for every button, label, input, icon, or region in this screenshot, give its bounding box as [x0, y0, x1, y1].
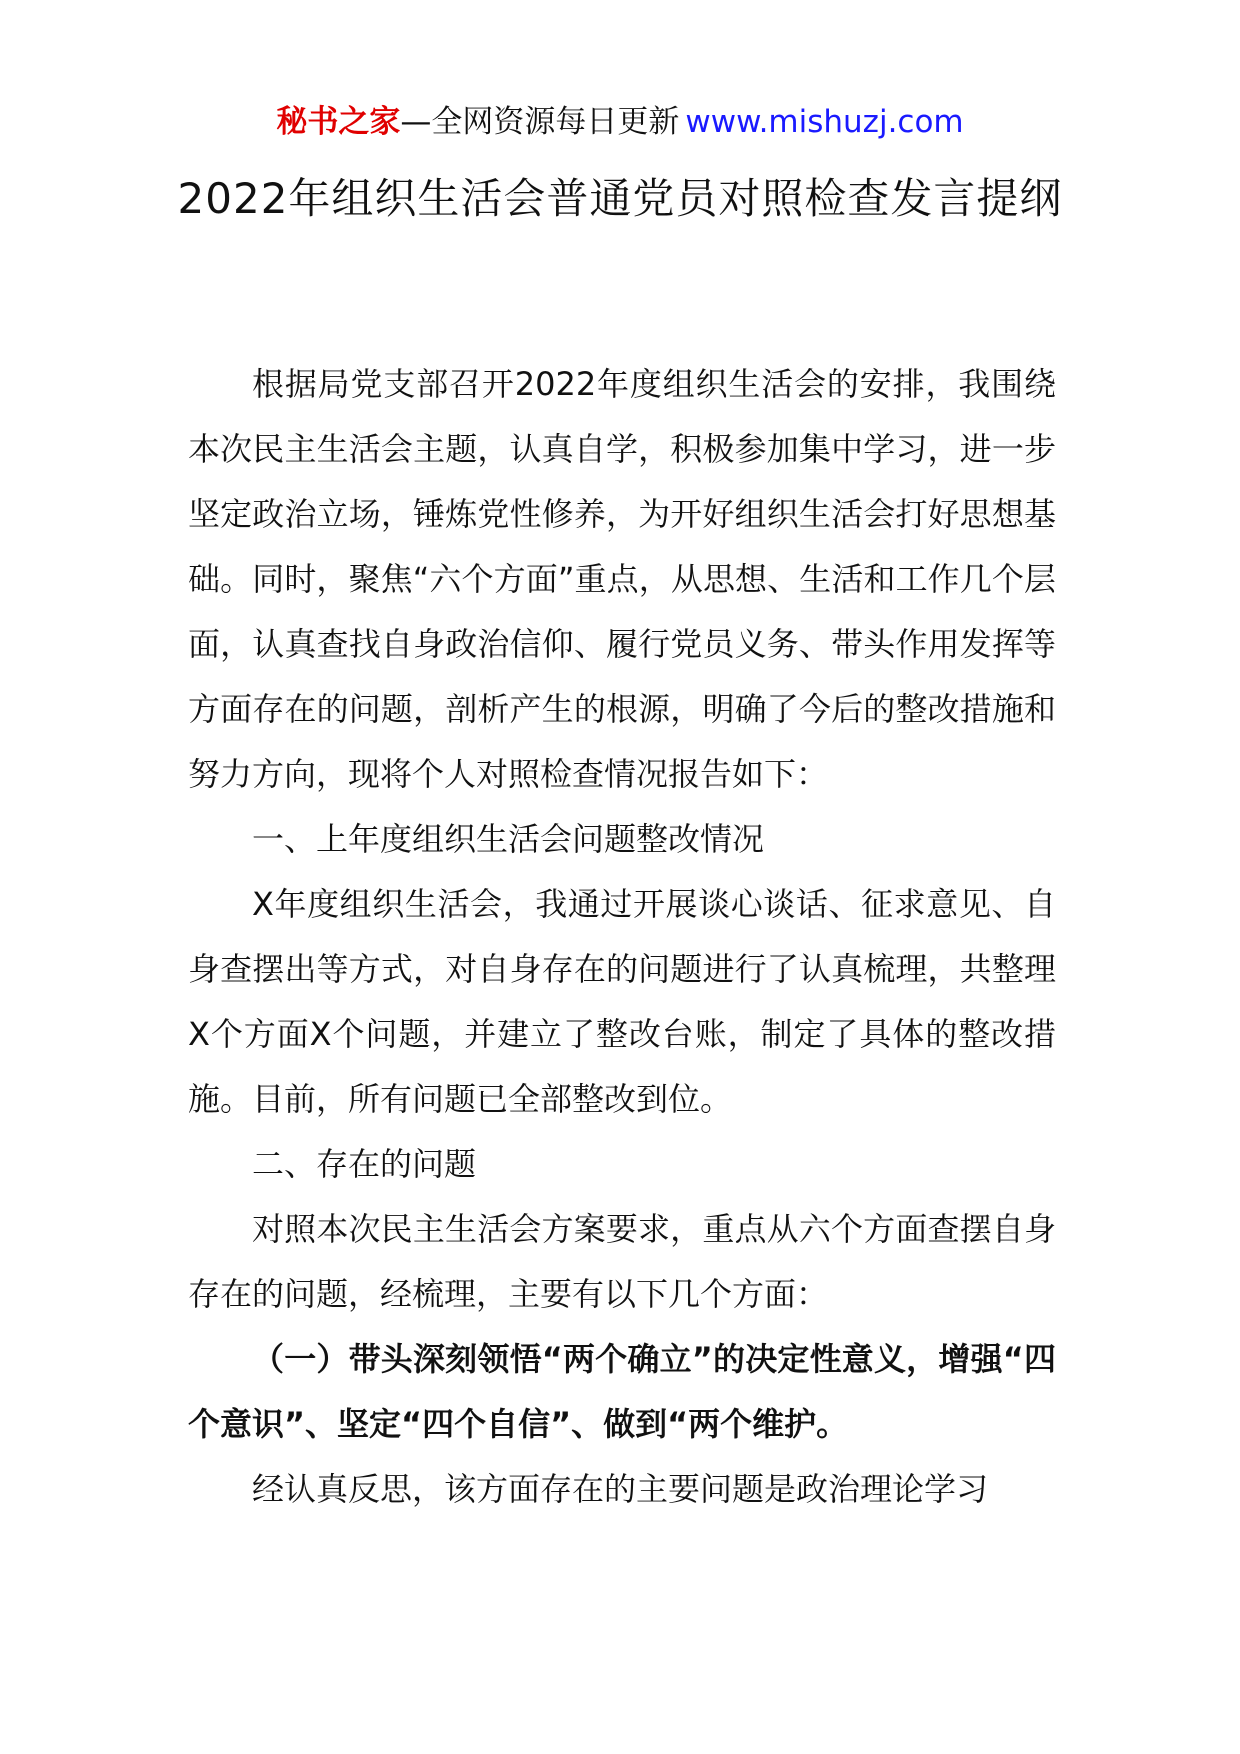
- section-2-paragraph: 对照本次民主生活会方案要求，重点从六个方面查摆自身存在的问题，经梳理，主要有以下几个方面：: [188, 1210, 1056, 1313]
- site-brand: 秘书之家: [276, 104, 401, 140]
- subsection-1-paragraph: 经认真反思，该方面存在的主要问题是政治理论学习: [252, 1470, 989, 1508]
- site-header: [0, 100, 1240, 144]
- document-title: 2022年组织生活会普通党员对照检查发言提纲: [177, 174, 1063, 223]
- section-2-heading: 二、存在的问题: [252, 1145, 477, 1183]
- site-tagline: —全网资源每日更新: [400, 104, 680, 140]
- intro-paragraph: 根据局党支部召开2022年度组织生活会的安排，我围绕本次民主生活会主题，认真自学，积极参加集中学习，进一步坚定政治立场，锤炼党性修养，为开好组织生活会打好思想基础。同时，聚焦“六个方面”重点，从思想、生活和工作几个层面，认真查找自身政治信仰、履行党员义务、带头作用发挥等方面存在的问题，剖析产生的根源，明确了今后的整改措施和努力方向，现将个人对照检查情况报告如下：: [188, 365, 1056, 793]
- section-1-heading: 一、上年度组织生活会问题整改情况: [252, 820, 765, 858]
- subsection-1-heading: （一）带头深刻领悟“两个确立”的决定性意义，增强“四个意识”、坚定“四个自信”、做到“两个维护。: [188, 1340, 1056, 1443]
- document-body: [188, 352, 1056, 1522]
- site-url-link[interactable]: www.mishuzj.com: [685, 104, 964, 140]
- section-1-paragraph: X年度组织生活会，我通过开展谈心谈话、征求意见、自身查摆出等方式，对自身存在的问题进行了认真梳理，共整理X个方面X个问题，并建立了整改台账，制定了具体的整改措施。目前，所有问题已全部整改到位。: [188, 885, 1056, 1118]
